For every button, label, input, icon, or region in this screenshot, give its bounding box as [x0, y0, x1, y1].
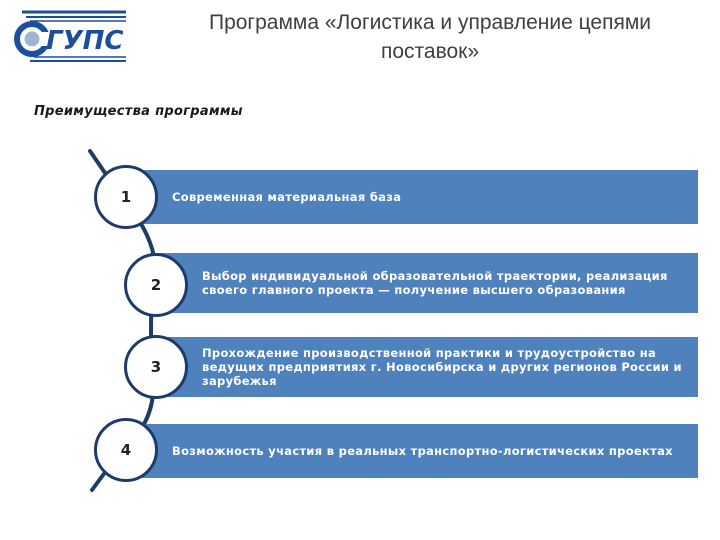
logo-wordmark: ГУПС	[46, 26, 124, 56]
step-band-3	[150, 337, 698, 397]
step-text: Возможность участия в реальных транспортно-логистических проектах	[172, 444, 673, 458]
step-band-1	[120, 170, 698, 224]
step-number-circle-4	[94, 418, 158, 482]
section-subtitle: Преимущества программы	[34, 104, 243, 119]
step-number-circle-1	[94, 165, 158, 229]
step-band-4	[120, 424, 698, 478]
step-number: 2	[150, 276, 162, 294]
page-title: Программа «Логистика и управление цепями поставок»	[208, 11, 652, 63]
step-number-circle-3	[124, 335, 188, 399]
step-text: Выбор индивидуальной образовательной траектории, реализация своего главного проекта — получение высшего образования	[202, 269, 668, 297]
step-number: 1	[120, 188, 132, 206]
step-text: Современная материальная база	[172, 190, 402, 204]
step-band-2	[150, 253, 698, 313]
step-text: Прохождение производственной практики и трудоустройство на ведущих предприятиях г. Новосибирска и других регионов России и зарубежья	[202, 346, 682, 388]
step-number-circle-2	[124, 253, 188, 317]
step-number: 3	[150, 358, 162, 376]
step-number: 4	[120, 441, 132, 459]
